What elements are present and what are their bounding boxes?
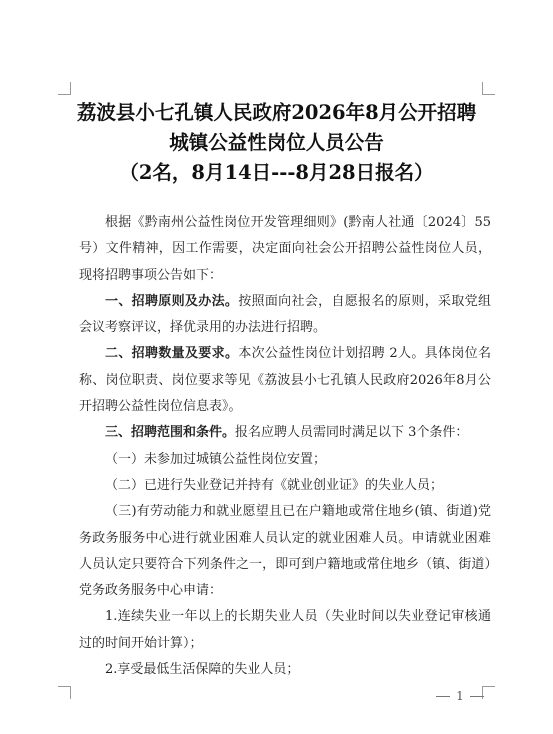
title-line-3: （2名，8月14日---8月28日报名） (119, 161, 434, 184)
section-1-text: 按照面向社会，自愿报名的原则，采取党组会议考察评议，择优录用的办法进行招聘。 (79, 293, 491, 336)
condition-2: （二）已进行失业登记并持有《就业创业证》的失业人员； (105, 477, 444, 493)
title-line-2: 城镇公益性岗位人员公告 (169, 131, 384, 154)
criteria-item-1: 1.连续失业一年以上的长期失业人员（失业时间以失业登记审核通过的时间开始计算）； (79, 609, 491, 651)
criteria-item-2: 2.享受最低生活保障的失业人员； (105, 662, 300, 678)
section-2-text: 本次公益性岗位计划招聘 2人。具体岗位名称、岗位职责、岗位要求等见《荔波县小七孔镇人民政府2026年8月公开招聘公益性岗位信息表》。 (79, 346, 491, 415)
condition-1: （一）未参加过城镇公益性岗位安置； (105, 451, 327, 467)
crop-mark-top-right (482, 82, 495, 95)
intro-paragraph: 根据《黔南州公益性岗位开发管理细则》(黔南人社通〔2024〕55号）文件精神，因工作需要，决定面向社会公开招聘公益性岗位人员，现将招聘事项公告如下： (79, 215, 491, 283)
title-line-1: 荔波县小七孔镇人民政府2026年8月公开招聘 (76, 101, 477, 124)
section-2 (79, 341, 491, 420)
crop-mark-bottom-left (58, 686, 71, 699)
announcement-title (40, 98, 513, 188)
section-1 (79, 289, 491, 342)
section-3 (79, 420, 491, 446)
crop-mark-top-left (58, 82, 71, 95)
page-number-dash-left (436, 696, 450, 697)
page-number: 1 (456, 689, 464, 703)
page-number-footer (425, 686, 495, 706)
page-number-dash-right (470, 696, 484, 697)
announcement-body (79, 210, 491, 683)
section-1-heading: 一、招聘原则及办法。 (105, 293, 239, 309)
condition-3: （三)有劳动能力和就业愿望且已在户籍地或常住地乡(镇、街道)党务政务服务中心进行就业困难人员认定的就业困难人员。申请就业困难人员认定只要符合下列条件之一，即可到户籍地或常住地乡（镇、街道）党务政务服务中心申请： (79, 504, 491, 599)
section-3-text: 报名应聘人员需同时满足以下 3个条件： (235, 425, 469, 441)
section-2-heading: 二、招聘数量及要求。 (105, 346, 239, 362)
section-3-heading: 三、招聘范围和条件。 (105, 425, 236, 441)
